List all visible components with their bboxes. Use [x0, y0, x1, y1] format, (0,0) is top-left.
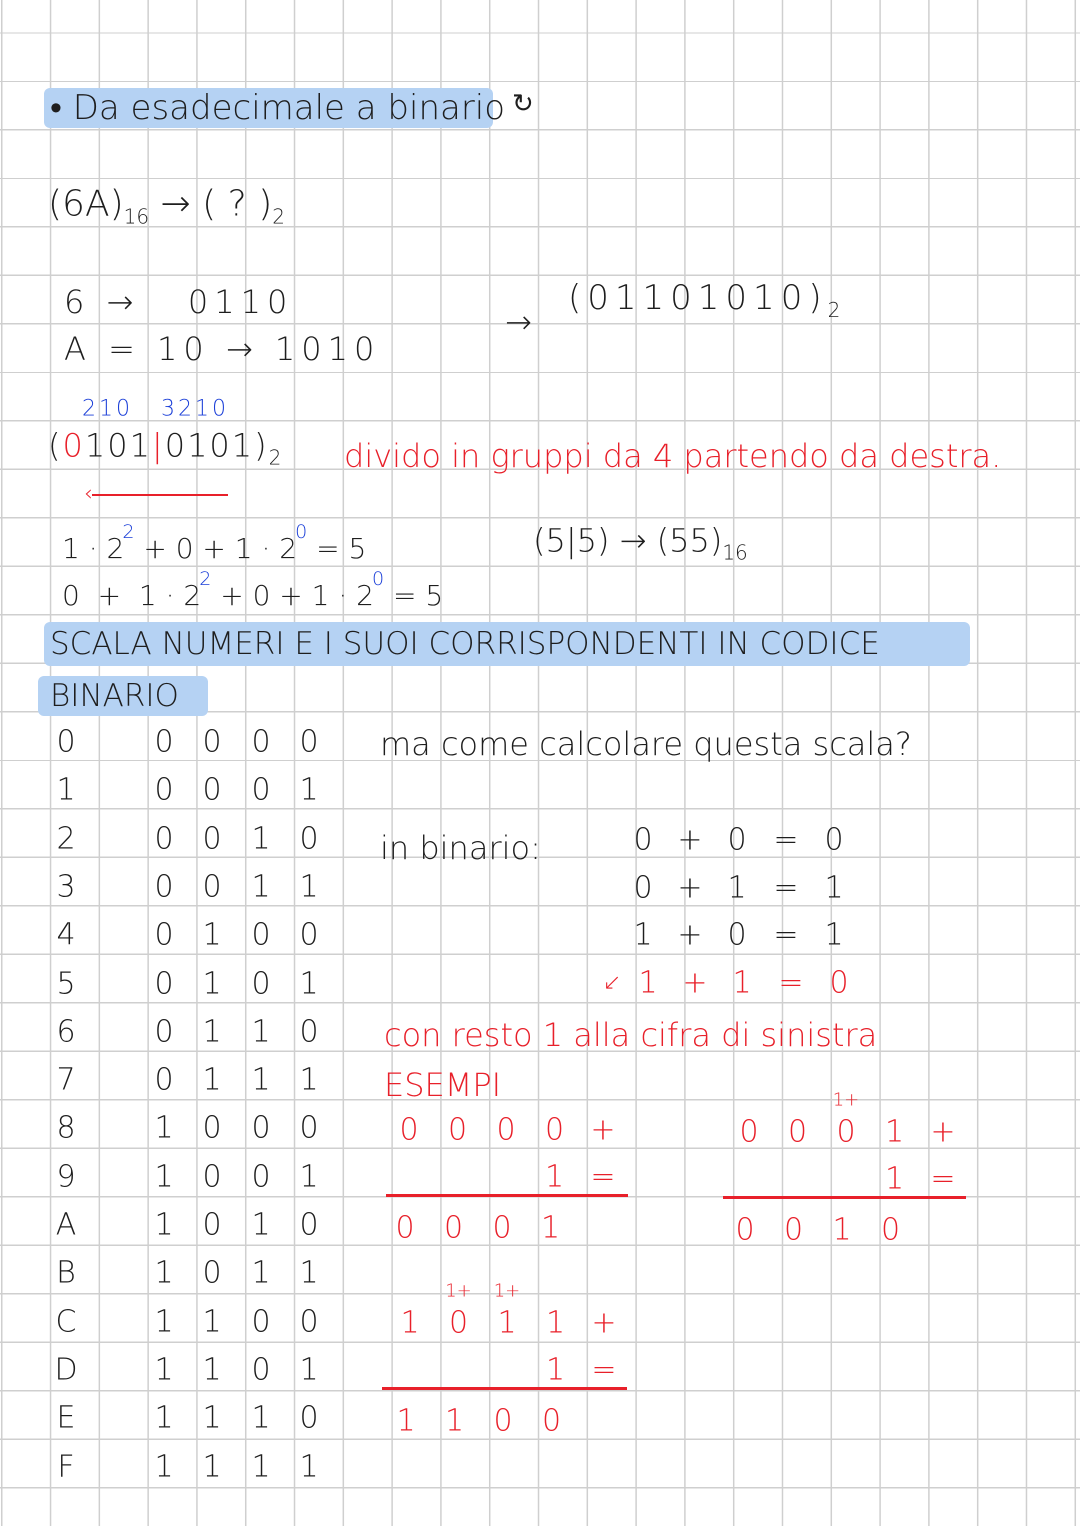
rotate-arrows-icon: ↻ [512, 89, 534, 119]
addend: = [591, 1352, 617, 1388]
bit: 0 [251, 917, 271, 953]
bit: 1 [251, 1400, 271, 1436]
bit: 0 [251, 772, 271, 808]
exponents-left: 210 [82, 396, 133, 422]
binary-rules-label: in binario: [380, 829, 541, 867]
bit: 1 [154, 1449, 174, 1484]
hex-digits: (5|5) → (55) [533, 521, 723, 560]
hex-digit: 2 [56, 821, 76, 857]
bit: 0 [299, 1400, 319, 1436]
bit: 1 [202, 1400, 222, 1436]
rule-a: 1 [633, 917, 653, 953]
bit: 0 [251, 1159, 271, 1195]
hex-digit: 0 [56, 724, 76, 760]
bit: 1 [154, 1207, 174, 1243]
bit: 0 [202, 724, 222, 760]
top-digit: 0 [448, 1305, 469, 1341]
bit: 0 [202, 772, 222, 808]
top-digit: 0 [399, 1112, 419, 1148]
bit: 0 [154, 772, 174, 808]
top-digit: 1 [884, 1114, 905, 1150]
addend: = [930, 1161, 956, 1197]
rule-op: + [677, 822, 703, 858]
bit: 1 [251, 1449, 271, 1484]
top-digit: 0 [739, 1114, 759, 1150]
bit: 1 [299, 772, 319, 808]
rule-eq: = [773, 870, 799, 905]
rule-eq: = [773, 917, 799, 953]
rule-r: 1 [824, 917, 844, 953]
hex-digit: 3 [56, 869, 76, 905]
bit: 1 [202, 1062, 222, 1098]
addend: 1 [884, 1161, 905, 1197]
rule-a: 0 [633, 822, 653, 858]
term: 1 · 2 [62, 532, 125, 565]
rule-op: + [677, 870, 703, 905]
hex-digit: 4 [56, 917, 76, 953]
bit: 1 [154, 1159, 174, 1195]
base-16: 16 [123, 204, 150, 229]
left-arrow-icon: ‹ [84, 481, 93, 507]
bit: 1 [251, 821, 271, 857]
direction-arrow-line [92, 494, 228, 496]
bit: 1 [251, 869, 271, 905]
problem-statement [48, 184, 285, 229]
hex-digit: C [55, 1304, 77, 1340]
calc-line-1 [62, 521, 366, 565]
bit: 1 [251, 1207, 271, 1243]
grouping-note: divido in gruppi da 4 partendo da destra. [344, 437, 1002, 475]
hex-digit: 6 [56, 1014, 76, 1050]
exponent: 2 [122, 521, 135, 543]
bit: 1 [202, 1304, 222, 1340]
bit: 1 [154, 1110, 174, 1146]
bit: 0 [251, 724, 271, 760]
bit: 0 [251, 1352, 271, 1388]
carry: 1+ [493, 1280, 521, 1302]
result-digit: 0 [880, 1212, 901, 1248]
result-digit: 0 [395, 1210, 415, 1246]
hex-digit: B [56, 1255, 76, 1291]
scale-heading-cont: BINARIO [50, 678, 179, 714]
sum: = 5 [316, 532, 367, 565]
result-arrow: → [505, 303, 532, 341]
hex-digit: 9 [56, 1159, 76, 1195]
bit: 1 [251, 1014, 271, 1050]
exponents-right: 3210 [161, 396, 229, 422]
bit: 0 [299, 1110, 319, 1146]
bit: 1 [154, 1400, 174, 1436]
hex-digit: D [54, 1352, 78, 1388]
section-title: • Da esadecimale a binario [50, 88, 506, 128]
group-1: 101 [84, 426, 152, 465]
hex-digit: E [56, 1400, 76, 1436]
bit: 0 [299, 917, 319, 953]
arrow: → [160, 183, 191, 225]
group-2: 0101) [164, 426, 269, 465]
hex-digit: 5 [56, 966, 76, 1001]
rule-b: 0 [727, 822, 747, 858]
top-digit: 0 [544, 1112, 565, 1148]
calc-line-2 [62, 568, 443, 612]
bit: 1 [299, 1062, 319, 1098]
rule-a: 1 [638, 965, 658, 1000]
rule-a: 0 [633, 870, 653, 905]
base-2: 2 [827, 298, 847, 322]
term: + 0 + 1 · 2 [220, 579, 374, 612]
addend: 1 [544, 1159, 565, 1195]
bit: 1 [299, 869, 319, 905]
term: 0 + 1 · 2 [62, 579, 202, 612]
scale-heading: SCALA NUMERI E I SUOI CORRISPONDENTI IN CODICE [50, 626, 880, 662]
result-digit: 0 [783, 1212, 804, 1248]
bit: 1 [251, 1255, 271, 1291]
bit: 1 [299, 1159, 319, 1195]
conversion-line-6: 6 → 0110 [64, 283, 294, 321]
exponent: 0 [295, 521, 308, 543]
bit: 1 [251, 1062, 271, 1098]
carry: 1+ [832, 1089, 860, 1111]
rule-b: 1 [727, 870, 747, 905]
base-2: 2 [268, 445, 284, 470]
sum-line [386, 1194, 628, 1197]
bit: 1 [202, 1449, 222, 1484]
hex-value: (6A) [48, 183, 124, 225]
bit: 1 [299, 1352, 319, 1388]
binary-digits: (01101010) [568, 278, 828, 318]
term: + 0 + 1 · 2 [143, 532, 298, 565]
hex-digit: F [57, 1449, 75, 1484]
rule-op: + [682, 965, 708, 1000]
hex-result [533, 522, 748, 565]
bit: 0 [154, 1062, 174, 1098]
top-digit: 1 [545, 1305, 566, 1341]
bit: 0 [202, 1159, 222, 1195]
carry-note: con resto 1 alla cifra di sinistra [384, 1016, 878, 1054]
bit: 1 [154, 1304, 174, 1340]
sum: = 5 [393, 579, 444, 612]
conversion-line-a: A = 10 → 1010 [64, 330, 381, 368]
top-digit: 1 [400, 1305, 420, 1341]
rule-r: 0 [824, 822, 844, 858]
bit: 0 [251, 1110, 271, 1146]
sum-line [382, 1387, 627, 1390]
bit: 0 [251, 1304, 271, 1340]
bit: 0 [202, 821, 222, 857]
bit: 1 [154, 1352, 174, 1388]
top-digit: + [930, 1114, 956, 1150]
result-digit: 1 [832, 1212, 852, 1248]
top-digit: + [590, 1112, 616, 1148]
rule-b: 0 [727, 917, 747, 953]
paren: ( [48, 426, 63, 465]
hex-digit: 8 [56, 1110, 76, 1146]
bit: 1 [202, 966, 222, 1001]
bit: 0 [299, 1304, 319, 1340]
bit: 0 [202, 1207, 222, 1243]
result-digit: 1 [540, 1210, 561, 1246]
addend: 1 [545, 1352, 566, 1388]
bit: 0 [154, 1014, 174, 1050]
examples-label: ESEMPI [384, 1066, 502, 1104]
bit: 1 [299, 1255, 319, 1291]
bit: 0 [154, 966, 174, 1001]
rule-b: 1 [732, 965, 752, 1000]
bit: 0 [299, 724, 319, 760]
rule-r: 0 [829, 965, 849, 1000]
result-digit: 0 [541, 1403, 562, 1439]
bit: 1 [202, 1014, 222, 1050]
top-digit: + [591, 1305, 617, 1341]
bit: 0 [299, 821, 319, 857]
rule-op: + [677, 917, 703, 953]
bit: 1 [202, 917, 222, 953]
hex-digit: A [55, 1207, 77, 1243]
bit: 0 [154, 917, 174, 953]
top-digit: 0 [787, 1114, 808, 1150]
bit: 0 [154, 869, 174, 905]
bit: 0 [154, 724, 174, 760]
hex-digit: 1 [56, 772, 76, 808]
base-2: 2 [272, 204, 285, 229]
bit: 1 [299, 966, 319, 1001]
bit: 0 [299, 1014, 319, 1050]
bit: 1 [202, 1352, 222, 1388]
top-digit: 0 [496, 1112, 516, 1148]
result-digit: 1 [444, 1403, 465, 1439]
rule-eq: = [773, 822, 799, 858]
sum-line [723, 1196, 966, 1199]
bit: 0 [299, 1207, 319, 1243]
result-digit: 0 [443, 1210, 464, 1246]
bit: 1 [154, 1255, 174, 1291]
unknown-binary: ( ? ) [202, 183, 273, 225]
hex-digit: 7 [56, 1062, 76, 1098]
rule-eq: = [778, 965, 804, 1000]
padded-zero: 0 [62, 426, 85, 465]
bit: 1 [299, 1449, 319, 1484]
result-digit: 0 [735, 1212, 755, 1248]
rule-r: 1 [824, 870, 844, 905]
bit: 0 [251, 966, 271, 1001]
top-digit: 0 [447, 1112, 468, 1148]
bit: 0 [202, 1255, 222, 1291]
question: ma come calcolare questa scala? [380, 725, 912, 763]
top-digit: 0 [836, 1114, 856, 1150]
bit: 0 [202, 869, 222, 905]
exponent: 2 [199, 568, 212, 590]
exponent: 0 [372, 568, 385, 590]
result-digit: 0 [493, 1403, 513, 1439]
binary-result [568, 278, 846, 322]
addend: = [590, 1159, 616, 1195]
result-digit: 1 [396, 1403, 416, 1439]
grouped-binary: $(0101|0101)_2$ [48, 426, 284, 470]
base-16: 16 [722, 540, 748, 565]
bit: 0 [154, 821, 174, 857]
top-digit: 1 [497, 1305, 517, 1341]
bit: 0 [202, 1110, 222, 1146]
carry-arrow-icon: ↙ [602, 970, 622, 995]
result-digit: 0 [492, 1210, 512, 1246]
carry: 1+ [445, 1280, 472, 1302]
